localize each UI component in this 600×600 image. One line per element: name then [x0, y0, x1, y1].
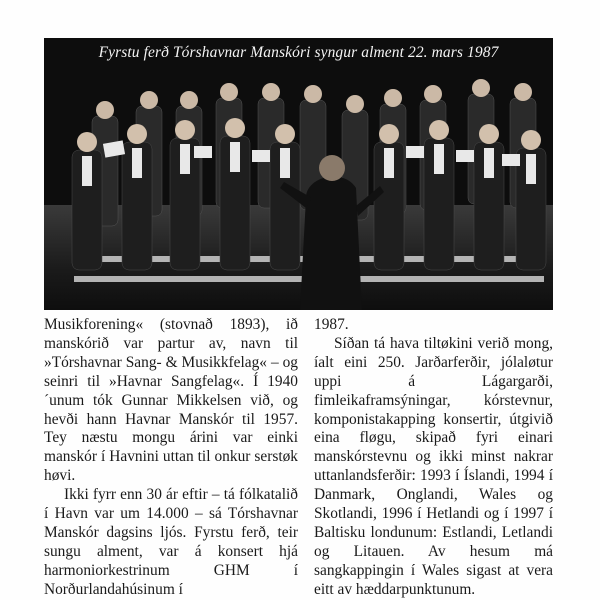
article-column-right	[314, 316, 553, 600]
paragraph: Ikki fyrr enn 30 ár eftir – tá fólkatalið í Havn var um 14.000 – sá Tórshavnar Manskór dagsins ljós. Fyrstu ferð, teir sungu alment, var á konsert hjá harmoniorkestrinum GHM í Norðurlandahúsinum í	[44, 486, 298, 598]
photo-caption: Fyrstu ferð Tórshavnar Manskóri syngur alment 22. mars 1987	[98, 44, 499, 61]
choir-photo	[44, 38, 553, 310]
paragraph: Síðan tá hava tiltøkini verið mong, íalt eini 250. Jarðarferðir, jólaløtur uppi á Lágargarði, fimleikaframsýningar, kórstevnur, komponistakapping konsertir, útgivið eina fløgu, skipað fyri einari manskórstevnu og ikki minst nakrar uttanlandsferðir: 1993 í Íslandi, 1994 í Danmark, Onglandi, Wales og Skotlandi, 1996 í Hetlandi og í 1997 í Baltisku londunum: Estlandi, Letlandi og Litauen. Av hesum má sangkappingin í Wales sigast at vera eitt av hæddarpunktunum.	[314, 334, 553, 598]
paragraph: 1987.	[314, 316, 349, 333]
article-column-left	[44, 316, 298, 600]
paragraph: Musikforening« (stovnað 1893), ið manskórið var partur av, navn til »Tórshavnar Sang- & Musikkfelag« – og seinri til »Havnar Sangfelag«. Í 1940´unum tók Gunnar Mikkelsen við, og hevði hann Havnar Manskór til 1957. Tey næstu mongu árini var einki manskór í Havnini uttan til onkur serstøk høvi.	[44, 316, 298, 485]
